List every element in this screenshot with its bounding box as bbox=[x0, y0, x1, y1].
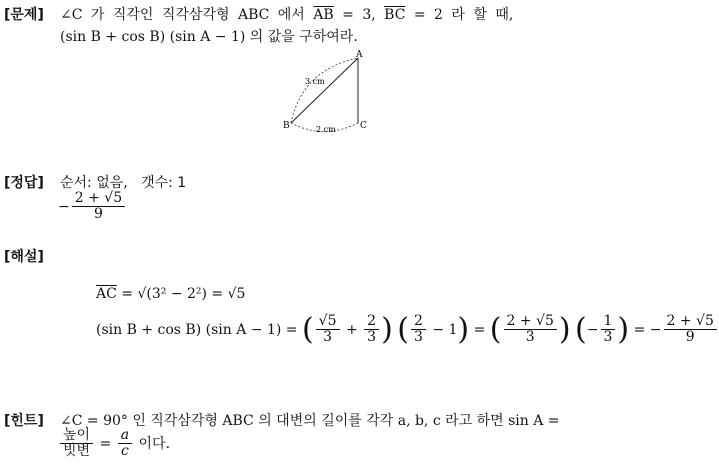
problem-text: ∠C 가 직각인 직각삼각형 ABC 에서 bbox=[60, 7, 305, 23]
paren-close-2: ) bbox=[457, 311, 470, 347]
hint-tag: [힌트] bbox=[4, 413, 44, 429]
paren-close-4: ) bbox=[617, 311, 630, 347]
term-2-over-3-b bbox=[411, 314, 426, 346]
answer-fraction bbox=[72, 191, 125, 223]
result-numerator: 2 + √5 bbox=[664, 314, 717, 330]
vertex-c-label: C bbox=[360, 121, 367, 131]
term-1-over-3 bbox=[601, 314, 616, 346]
problem-ab-value: = 3, bbox=[342, 7, 376, 23]
paren-open-3: ( bbox=[489, 311, 502, 347]
answer-denominator: 9 bbox=[93, 206, 103, 223]
term1-numerator: √5 bbox=[316, 314, 340, 330]
paren-close-3: ) bbox=[558, 311, 571, 347]
explanation-main-equation bbox=[96, 311, 719, 347]
term-sqrt5-over-3 bbox=[316, 314, 340, 346]
vertex-b-label: B bbox=[283, 121, 290, 131]
hint-denominator-letter: c bbox=[120, 443, 129, 460]
paren-open-4: ( bbox=[575, 311, 587, 347]
problem-line2: (sin B + cos B) (sin A − 1) 의 값을 구하여라. bbox=[60, 29, 358, 45]
minus-one: − 1 bbox=[432, 321, 458, 338]
result-denominator: 9 bbox=[685, 329, 695, 346]
term5-denominator: 3 bbox=[603, 329, 613, 346]
term-2-over-3 bbox=[364, 314, 379, 346]
problem-line1 bbox=[60, 4, 513, 24]
hint-fraction-letters bbox=[118, 428, 132, 460]
hint-tail: 이다. bbox=[138, 435, 171, 452]
segment-bc: $\overline{BC}$ bbox=[384, 7, 406, 23]
result-fraction bbox=[664, 314, 717, 346]
expression-left: (sin B + cos B) (sin A − 1) = bbox=[96, 321, 298, 338]
answer-count: 갯수: 1 bbox=[141, 175, 187, 191]
term1-denominator: 3 bbox=[323, 329, 333, 346]
paren-open-1: ( bbox=[301, 311, 314, 347]
problem-bc-value: = 2 라 할 때, bbox=[413, 7, 514, 23]
answer-tag: [정답] bbox=[4, 175, 44, 191]
paren-open-2: ( bbox=[397, 311, 409, 347]
term-2plussqrt5-over-3 bbox=[504, 314, 557, 346]
length-bc-label: 2 cm bbox=[316, 125, 336, 134]
length-ab-label: 3 cm bbox=[305, 77, 325, 86]
term2-numerator: 2 bbox=[364, 314, 379, 330]
answer-order: 순서: 없음, bbox=[60, 175, 128, 191]
explanation-tag: [해설] bbox=[4, 249, 44, 265]
term4-numerator: 2 + √5 bbox=[504, 314, 557, 330]
segment-ac: $\overline{AC}$ bbox=[96, 286, 117, 302]
answer-meta bbox=[60, 172, 186, 192]
equals-negative: = − bbox=[633, 321, 662, 338]
problem-tag: [문제] bbox=[4, 7, 44, 23]
side-ab bbox=[291, 58, 358, 123]
ac-equation: = √(3² − 2²) = √5 bbox=[121, 286, 246, 302]
answer-numerator: 2 + √5 bbox=[72, 191, 125, 207]
vertex-a-label: A bbox=[356, 50, 363, 60]
equals-sign: = bbox=[473, 321, 486, 338]
term5-numerator: 1 bbox=[601, 314, 616, 330]
hint-numerator-letter: a bbox=[118, 428, 132, 444]
negative-sign: − bbox=[586, 321, 599, 338]
hint-line1: ∠C = 90° 인 직각삼각형 ABC 의 대변의 길이를 각각 a, b, c 라고 하면 sin A = bbox=[60, 413, 560, 429]
hint-fraction-words bbox=[60, 428, 93, 460]
term3-denominator: 3 bbox=[413, 329, 423, 346]
paren-close-1: ) bbox=[381, 311, 393, 347]
answer-sign: − bbox=[58, 198, 70, 215]
term2-denominator: 3 bbox=[367, 329, 377, 346]
plus-sign: + bbox=[345, 321, 358, 338]
hint-equals: = bbox=[99, 435, 112, 452]
triangle-figure bbox=[280, 48, 380, 138]
answer-value bbox=[58, 191, 127, 223]
segment-ab: $\overline{AB}$ bbox=[313, 7, 334, 23]
term3-numerator: 2 bbox=[411, 314, 426, 330]
hint-denominator-word: 빗변 bbox=[63, 443, 91, 460]
hint-line2 bbox=[58, 428, 170, 460]
explanation-ac-line bbox=[96, 286, 245, 302]
hint-numerator-word: 높이 bbox=[60, 428, 93, 444]
term4-denominator: 3 bbox=[525, 329, 535, 346]
